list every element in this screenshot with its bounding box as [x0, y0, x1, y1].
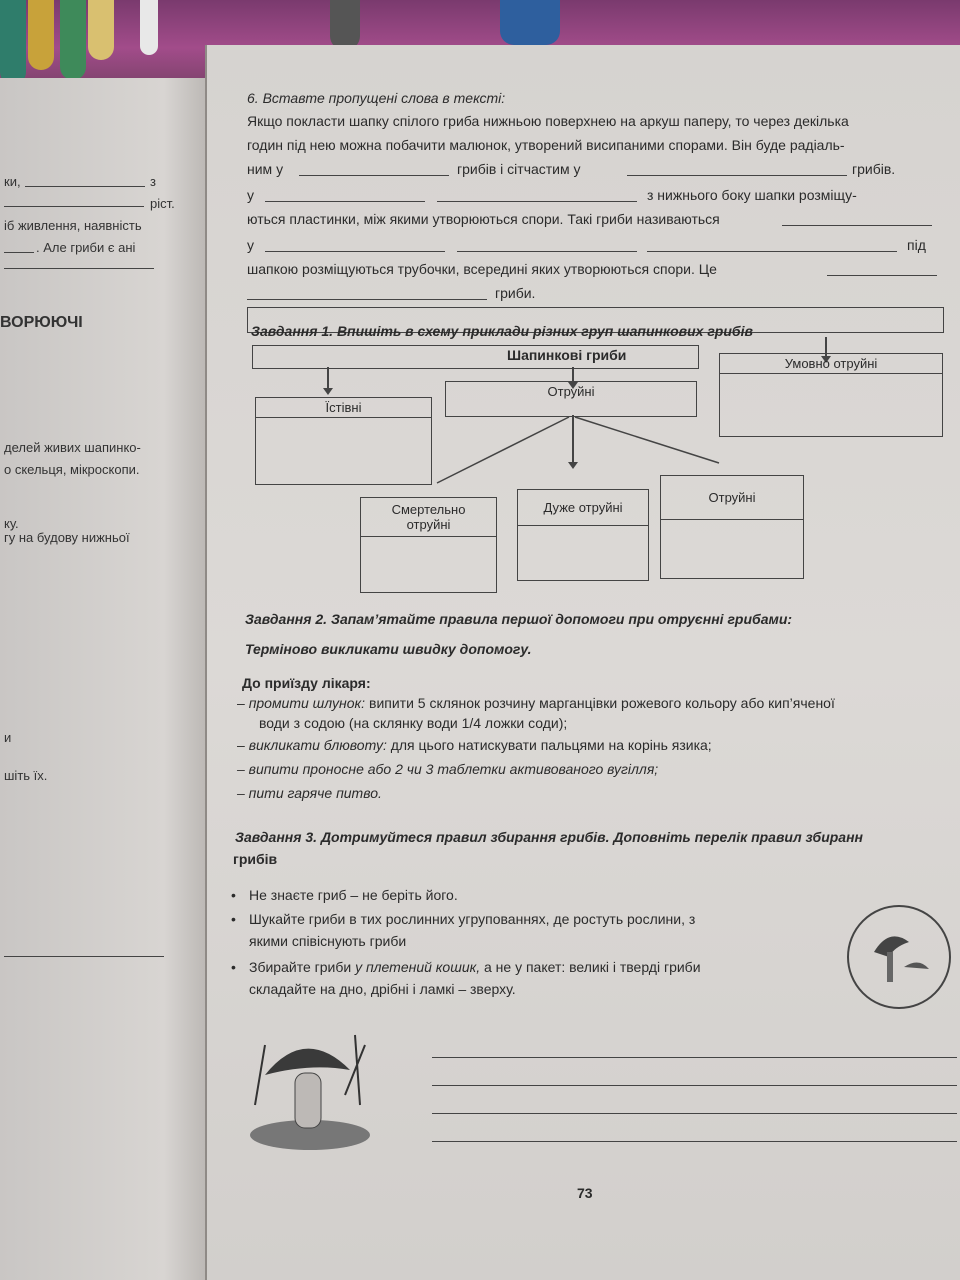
left-text: ки, [4, 174, 21, 189]
left-text: о скельця, мікроскопи. [4, 462, 140, 477]
task2-item-text: випити 5 склянок розчину марганцівки рожевого кольору або кип’яченої [369, 695, 835, 711]
left-text: іб живлення, наявність [4, 218, 142, 233]
pen [330, 0, 360, 50]
poisonous2-box [660, 475, 804, 579]
left-page [0, 78, 205, 1280]
task2-urgent: Терміново викликати швидку допомогу. [245, 641, 532, 657]
task6-line: шапкою розміщуються трубочки, всередині яких утворюються спори. Це [247, 261, 717, 277]
task3-title: Завдання 3. Дотримуйтеся правил збирання грибів. Доповніть перелік правил збиранн [235, 829, 863, 845]
left-text: ку. [4, 516, 19, 531]
task1-title: Завдання 1. Впишіть в схему приклади різних груп шапинкових грибів [251, 323, 753, 339]
task6-line: гриби. [495, 285, 536, 301]
workbook-page [205, 45, 960, 1280]
task6-line: у [247, 187, 254, 203]
task3-rule: Збирайте гриби у плетений кошик, а не у пакет: великі і тверді гриби [249, 959, 701, 975]
task2-item: – пити гаряче питво. [237, 785, 382, 801]
very-poisonous-label: Дуже отруйні [518, 490, 648, 526]
task3-rule: Шукайте гриби в тих рослинних угрупованнях, де ростуть рослини, з [249, 911, 696, 927]
task3-title-2: грибів [233, 851, 278, 867]
task2-before: До приїзду лікаря: [242, 675, 371, 691]
task2-item: води з содою (на склянку води 1/4 ложки соди); [259, 715, 568, 731]
pencil [0, 0, 26, 85]
task6-line: під [907, 237, 926, 253]
task6-line: ним у [247, 161, 284, 177]
pencil [140, 0, 158, 55]
left-text: и [4, 730, 12, 745]
left-text: ріст. [150, 196, 175, 211]
task2-item: – випити проносне або 2 чи 3 таблетки активованого вугілля; [237, 761, 659, 777]
poisonous2-label: Отруйні [661, 476, 803, 520]
scheme-connectors [207, 45, 960, 545]
task6-title: 6. Вставте пропущені слова в тексті: [247, 90, 506, 106]
conditional-label: Умовно отруйні [720, 354, 942, 374]
left-text: . Але гриби є ані [36, 240, 136, 255]
left-text: делей живих шапинко- [4, 440, 141, 455]
pencil [60, 0, 86, 80]
task2-item: – промити шлунок: [237, 695, 366, 711]
bullet: • [231, 959, 236, 975]
task6-line: Якщо покласти шапку спілого гриба нижньою поверхнею на аркуш паперу, то через декілька [247, 113, 849, 129]
deadly-label: Смертельно отруйні [361, 498, 496, 537]
very-poisonous-box [517, 489, 649, 581]
task3-rule: якими співіснують гриби [249, 933, 407, 949]
task3-rule: складайте на дно, дрібні і ламкі – зверху. [249, 981, 516, 997]
pencil [88, 0, 114, 60]
page-number: 73 [577, 1185, 593, 1201]
task6-line: грибів. [852, 161, 896, 177]
poisonous-label: Отруйні [547, 384, 595, 399]
left-heading: ВОРЮЮЧІ [0, 314, 83, 331]
bullet: • [231, 887, 236, 903]
task2-title: Завдання 2. Запам’ятайте правила першої допомоги при отруєнні грибами: [245, 611, 793, 627]
edible-label: Їстівні [256, 398, 431, 418]
bullet: • [231, 911, 236, 927]
mushroom-picking-icon [847, 905, 951, 1009]
task6-line: грибів і сітчастим у [457, 161, 581, 177]
task2-item: – викликати блювоту: для цього натискувати пальцями на корінь язика; [237, 737, 712, 753]
task6-line: годин під нею можна побачити малюнок, утворений висипаними спорами. Він буде радіаль- [247, 137, 845, 153]
pen [500, 0, 560, 45]
mushroom-illustration-icon [245, 1005, 375, 1155]
deadly-box [360, 497, 497, 593]
scheme-root-label: Шапинкові гриби [507, 347, 627, 363]
pencil [28, 0, 54, 70]
task6-line: ються пластинки, між якими утворюються спори. Такі гриби називаються [247, 211, 720, 227]
left-text: шіть їх. [4, 768, 48, 783]
task3-rule: Не знаєте гриб – не беріть його. [249, 887, 458, 903]
task6-line: з нижнього боку шапки розміщу- [647, 187, 857, 203]
task6-line: у [247, 237, 254, 253]
left-text: з [150, 174, 156, 189]
left-text: гу на будову нижньої [4, 530, 130, 545]
